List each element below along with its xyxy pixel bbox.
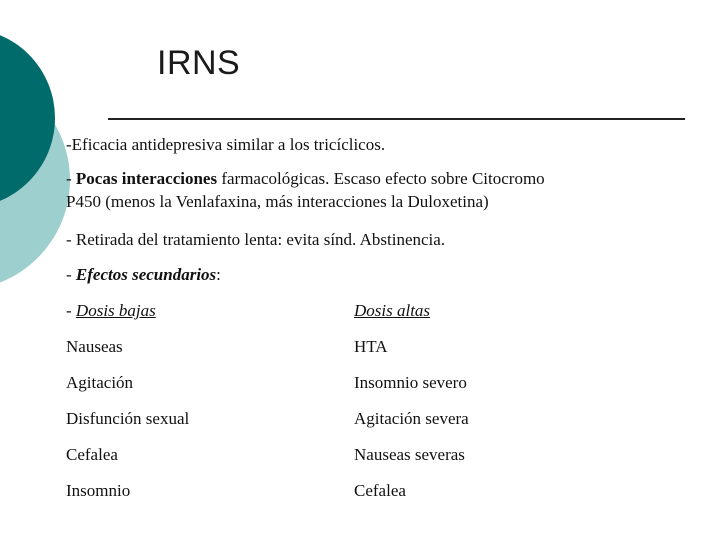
bullet-interacciones-rest1: farmacológicas. Escaso efecto sobre Citocromo bbox=[217, 169, 545, 188]
bullet-efectos-suffix: : bbox=[216, 265, 221, 284]
header-prefix: - bbox=[66, 301, 76, 320]
high-dose-cell: HTA bbox=[354, 337, 388, 356]
slide-title: IRNS bbox=[157, 44, 241, 82]
header-low-dose bbox=[66, 299, 156, 322]
low-dose-cell: Cefalea bbox=[66, 445, 118, 464]
header-high-dose: Dosis altas bbox=[354, 301, 431, 320]
low-dose-cell: Insomnio bbox=[66, 481, 131, 500]
high-dose-cell: Insomnio severo bbox=[354, 373, 467, 392]
bullet-efectos-label: Efectos secundarios bbox=[75, 265, 217, 284]
bullet-efectos-prefix: - bbox=[66, 265, 76, 284]
low-dose-cell: Disfunción sexual bbox=[66, 409, 190, 428]
bullet-eficacia: -Eficacia antidepresiva similar a los tricíclicos. bbox=[66, 135, 386, 154]
title-divider bbox=[108, 118, 685, 120]
bullet-interacciones-rest2: P450 (menos la Venlafaxina, más interacciones la Duloxetina) bbox=[66, 192, 489, 211]
bullet-retirada: - Retirada del tratamiento lenta: evita sínd. Abstinencia. bbox=[66, 230, 446, 249]
high-dose-cell: Agitación severa bbox=[354, 409, 469, 428]
bullet-interacciones bbox=[66, 167, 545, 213]
high-dose-cell: Cefalea bbox=[354, 481, 406, 500]
bullet-interacciones-bold: Pocas interacciones bbox=[75, 169, 218, 188]
high-dose-cell: Nauseas severas bbox=[354, 445, 465, 464]
low-dose-cell: Nauseas bbox=[66, 337, 123, 356]
bullet-efectos bbox=[66, 263, 221, 286]
header-low-label: Dosis bajas bbox=[75, 301, 156, 320]
low-dose-cell: Agitación bbox=[66, 373, 134, 392]
bullet-interacciones-prefix: - bbox=[66, 169, 76, 188]
